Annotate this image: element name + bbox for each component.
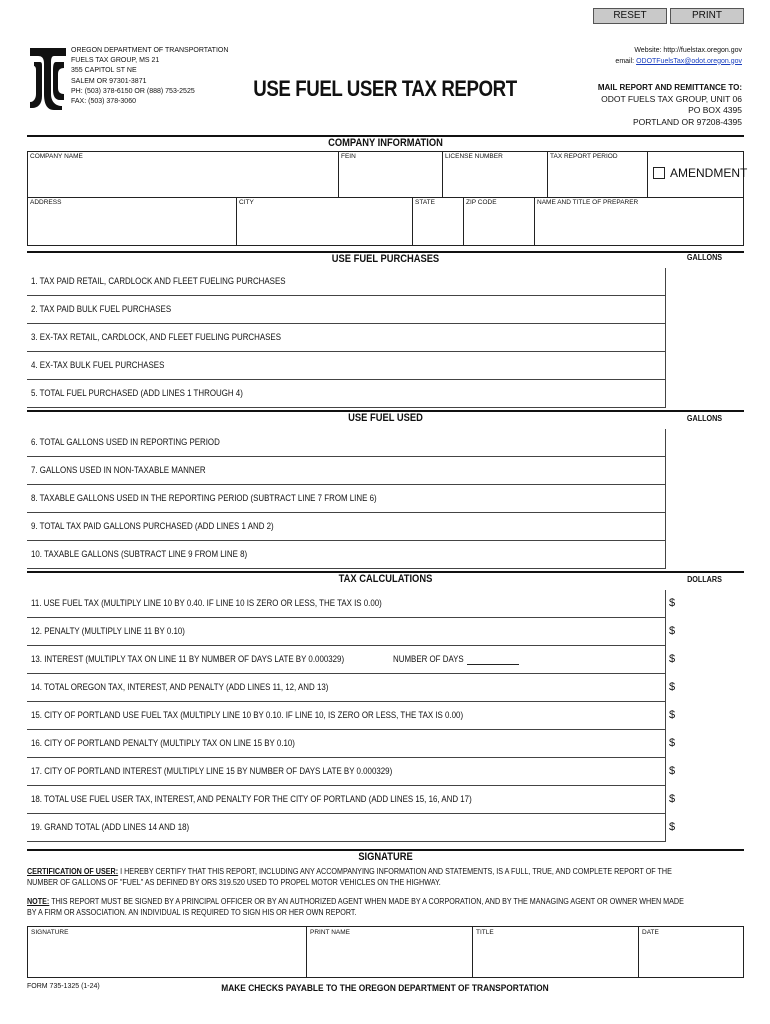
mailing-address <box>598 82 742 128</box>
used-gallons-header: GALLONS <box>686 414 723 423</box>
purchase-line-4: 4. EX-TAX BULK FUEL PURCHASES <box>27 352 744 380</box>
used-line-10: 10. TAXABLE GALLONS (SUBTRACT LINE 9 FROM LINE 8) <box>27 541 744 569</box>
used-line-7: 7. GALLONS USED IN NON-TAXABLE MANNER <box>27 457 744 485</box>
signature-grid <box>27 926 744 978</box>
dollar-sign: $ <box>669 793 676 805</box>
note-text: NOTE: THIS REPORT MUST BE SIGNED BY A PRINCIPAL OFFICER OR BY AN AUTHORIZED AGENT WHEN MADE BY A CORPORATION, AND BY THE MANAGING AGENT OR OWNER WHEN MADE BY A FIRM OR ASSOCIATION. AN INDIVIDUAL IS REQUIRED TO SIGN HIS OR HER OWN REPORT. <box>27 897 684 917</box>
agency-line: FAX: (503) 378-3060 <box>71 98 136 106</box>
purchases-section-heading: USE FUEL PURCHASES <box>27 251 744 265</box>
line-12-input[interactable] <box>665 618 744 646</box>
reset-button[interactable]: RESET <box>593 8 667 24</box>
tax-line-13: 13. INTEREST (MULTIPLY TAX ON LINE 11 BY NUMBER OF DAYS LATE BY 0.000329) NUMBER OF DAYS $ <box>27 646 744 674</box>
mail-heading: MAIL REPORT AND REMITTANCE TO: <box>597 83 742 92</box>
dollar-sign: $ <box>669 681 676 693</box>
line-8-input[interactable] <box>665 485 744 513</box>
line-3-input[interactable] <box>665 324 744 352</box>
email-label: email: <box>615 57 635 65</box>
title-field[interactable]: TITLE <box>473 927 639 977</box>
tax-line-18: 18. TOTAL USE FUEL USER TAX, INTEREST, AND PENALTY FOR THE CITY OF PORTLAND (ADD LINES 15, 16, AND 17) $ <box>27 786 744 814</box>
state-field[interactable]: STATE <box>413 198 464 245</box>
line-16-input[interactable] <box>665 730 744 758</box>
checks-payable-note: MAKE CHECKS PAYABLE TO THE OREGON DEPARTMENT OF TRANSPORTATION <box>221 983 549 994</box>
line-10-input[interactable] <box>665 541 744 569</box>
used-line-9: 9. TOTAL TAX PAID GALLONS PURCHASED (ADD LINES 1 AND 2) <box>27 513 744 541</box>
email-link[interactable]: ODOTFuelsTax@odot.oregon.gov <box>636 57 742 65</box>
purchase-line-5: 5. TOTAL FUEL PURCHASED (ADD LINES 1 THROUGH 4) <box>27 380 744 408</box>
line-2-input[interactable] <box>665 296 744 324</box>
zip-code-field[interactable]: ZIP CODE <box>464 198 535 245</box>
fein-field[interactable]: FEIN <box>339 152 443 197</box>
license-number-field[interactable]: LICENSE NUMBER <box>443 152 548 197</box>
dollar-sign: $ <box>669 737 676 749</box>
signature-field[interactable]: SIGNATURE <box>28 927 307 977</box>
tax-line-15: 15. CITY OF PORTLAND USE FUEL TAX (MULTIPLY LINE 10 BY 0.10. IF LINE 10, IS ZERO OR LESS, THE TAX IS 0.00) $ <box>27 702 744 730</box>
line-9-input[interactable] <box>665 513 744 541</box>
mail-line: PORTLAND OR 97208-4395 <box>633 116 742 127</box>
form-number: FORM 735-1325 (1-24) <box>27 983 100 990</box>
tax-dollars-header: DOLLARS <box>687 575 722 584</box>
dollar-sign: $ <box>669 597 676 609</box>
agency-line: FUELS TAX GROUP, MS 21 <box>71 57 160 65</box>
tax-line-19: 19. GRAND TOTAL (ADD LINES 14 AND 18) $ <box>27 814 744 842</box>
city-field[interactable]: CITY <box>237 198 413 245</box>
line-7-input[interactable] <box>665 457 744 485</box>
line-4-input[interactable] <box>665 352 744 380</box>
line-5-input[interactable] <box>665 380 744 408</box>
tax-line-12: 12. PENALTY (MULTIPLY LINE 11 BY 0.10) $ <box>27 618 744 646</box>
tax-line-17: 17. CITY OF PORTLAND INTEREST (MULTIPLY LINE 15 BY NUMBER OF DAYS LATE BY 0.000329) $ <box>27 758 744 786</box>
mail-line: ODOT FUELS TAX GROUP, UNIT 06 <box>601 93 742 104</box>
print-button[interactable]: PRINT <box>670 8 744 24</box>
company-info-grid <box>27 151 748 246</box>
contact-info <box>615 46 742 67</box>
line-1-input[interactable] <box>665 268 744 296</box>
line-13-input[interactable] <box>665 646 744 674</box>
tax-section-heading: TAX CALCULATIONS <box>27 571 744 585</box>
address-field[interactable]: ADDRESS <box>28 198 237 245</box>
company-name-field[interactable]: COMPANY NAME <box>28 152 339 197</box>
number-of-days-input[interactable] <box>467 664 519 665</box>
dollar-sign: $ <box>669 709 676 721</box>
line-18-input[interactable] <box>665 786 744 814</box>
purchase-line-3: 3. EX-TAX RETAIL, CARDLOCK, AND FLEET FUELING PURCHASES <box>27 324 744 352</box>
line-6-input[interactable] <box>665 429 744 457</box>
agency-line: SALEM OR 97301-3871 <box>71 77 147 85</box>
line-15-input[interactable] <box>665 702 744 730</box>
dollar-sign: $ <box>669 765 676 777</box>
purchase-line-1: 1. TAX PAID RETAIL, CARDLOCK AND FLEET FUELING PURCHASES <box>27 268 744 296</box>
website-label: Website: <box>634 47 662 54</box>
page-title: USE FUEL USER TAX REPORT <box>253 76 517 101</box>
agency-line: 355 CAPITOL ST NE <box>71 67 137 75</box>
amendment-checkbox[interactable] <box>653 167 665 179</box>
amendment-label: AMENDMENT <box>670 166 748 180</box>
line-19-input[interactable] <box>665 814 744 842</box>
line-11-input[interactable] <box>665 590 744 618</box>
certification-text: CERTIFICATION OF USER: I HEREBY CERTIFY THAT THIS REPORT, INCLUDING ANY ACCOMPANYING INFORMATION AND STATEMENTS, IS A FULL, TRUE, AND COMPLETE REPORT OF THE NUMBER OF GALLONS OF "FUEL" AS DEFINED BY ORS 319.520 USED TO PROPEL MOTOR VEHICLES ON THE HIGHWAY. <box>27 867 672 887</box>
number-of-days-label: NUMBER OF DAYS <box>393 654 464 664</box>
tax-line-11: 11. USE FUEL TAX (MULTIPLY LINE 10 BY 0.40. IF LINE 10 IS ZERO OR LESS, THE TAX IS 0.00) $ <box>27 590 744 618</box>
tax-report-period-field[interactable]: TAX REPORT PERIOD <box>548 152 648 197</box>
used-section-heading: USE FUEL USED <box>27 410 744 424</box>
purchase-line-2: 2. TAX PAID BULK FUEL PURCHASES <box>27 296 744 324</box>
tax-line-16: 16. CITY OF PORTLAND PENALTY (MULTIPLY TAX ON LINE 15 BY 0.10) $ <box>27 730 744 758</box>
line-17-input[interactable] <box>665 758 744 786</box>
website-link[interactable]: http://fuelstax.oregon.gov <box>663 47 742 54</box>
date-field[interactable]: DATE <box>642 929 659 936</box>
signature-section-heading: SIGNATURE <box>27 849 744 863</box>
agency-line: PH: (503) 378-6150 OR (888) 753-2525 <box>71 87 195 95</box>
dollar-sign: $ <box>669 821 676 833</box>
dollar-sign: $ <box>669 653 676 665</box>
tax-line-14: 14. TOTAL OREGON TAX, INTEREST, AND PENALTY (ADD LINES 11, 12, AND 13) $ <box>27 674 744 702</box>
preparer-field[interactable]: NAME AND TITLE OF PREPARER <box>537 199 639 206</box>
used-line-6: 6. TOTAL GALLONS USED IN REPORTING PERIOD <box>27 429 744 457</box>
used-line-8: 8. TAXABLE GALLONS USED IN THE REPORTING PERIOD (SUBTRACT LINE 7 FROM LINE 6) <box>27 485 744 513</box>
purchases-gallons-header: GALLONS <box>686 253 723 262</box>
line-14-input[interactable] <box>665 674 744 702</box>
mail-line: PO BOX 4395 <box>688 105 742 115</box>
agency-line: OREGON DEPARTMENT OF TRANSPORTATION <box>71 47 229 54</box>
print-name-field[interactable]: PRINT NAME <box>307 927 473 977</box>
company-section-heading: COMPANY INFORMATION <box>27 135 744 149</box>
dollar-sign: $ <box>669 625 676 637</box>
